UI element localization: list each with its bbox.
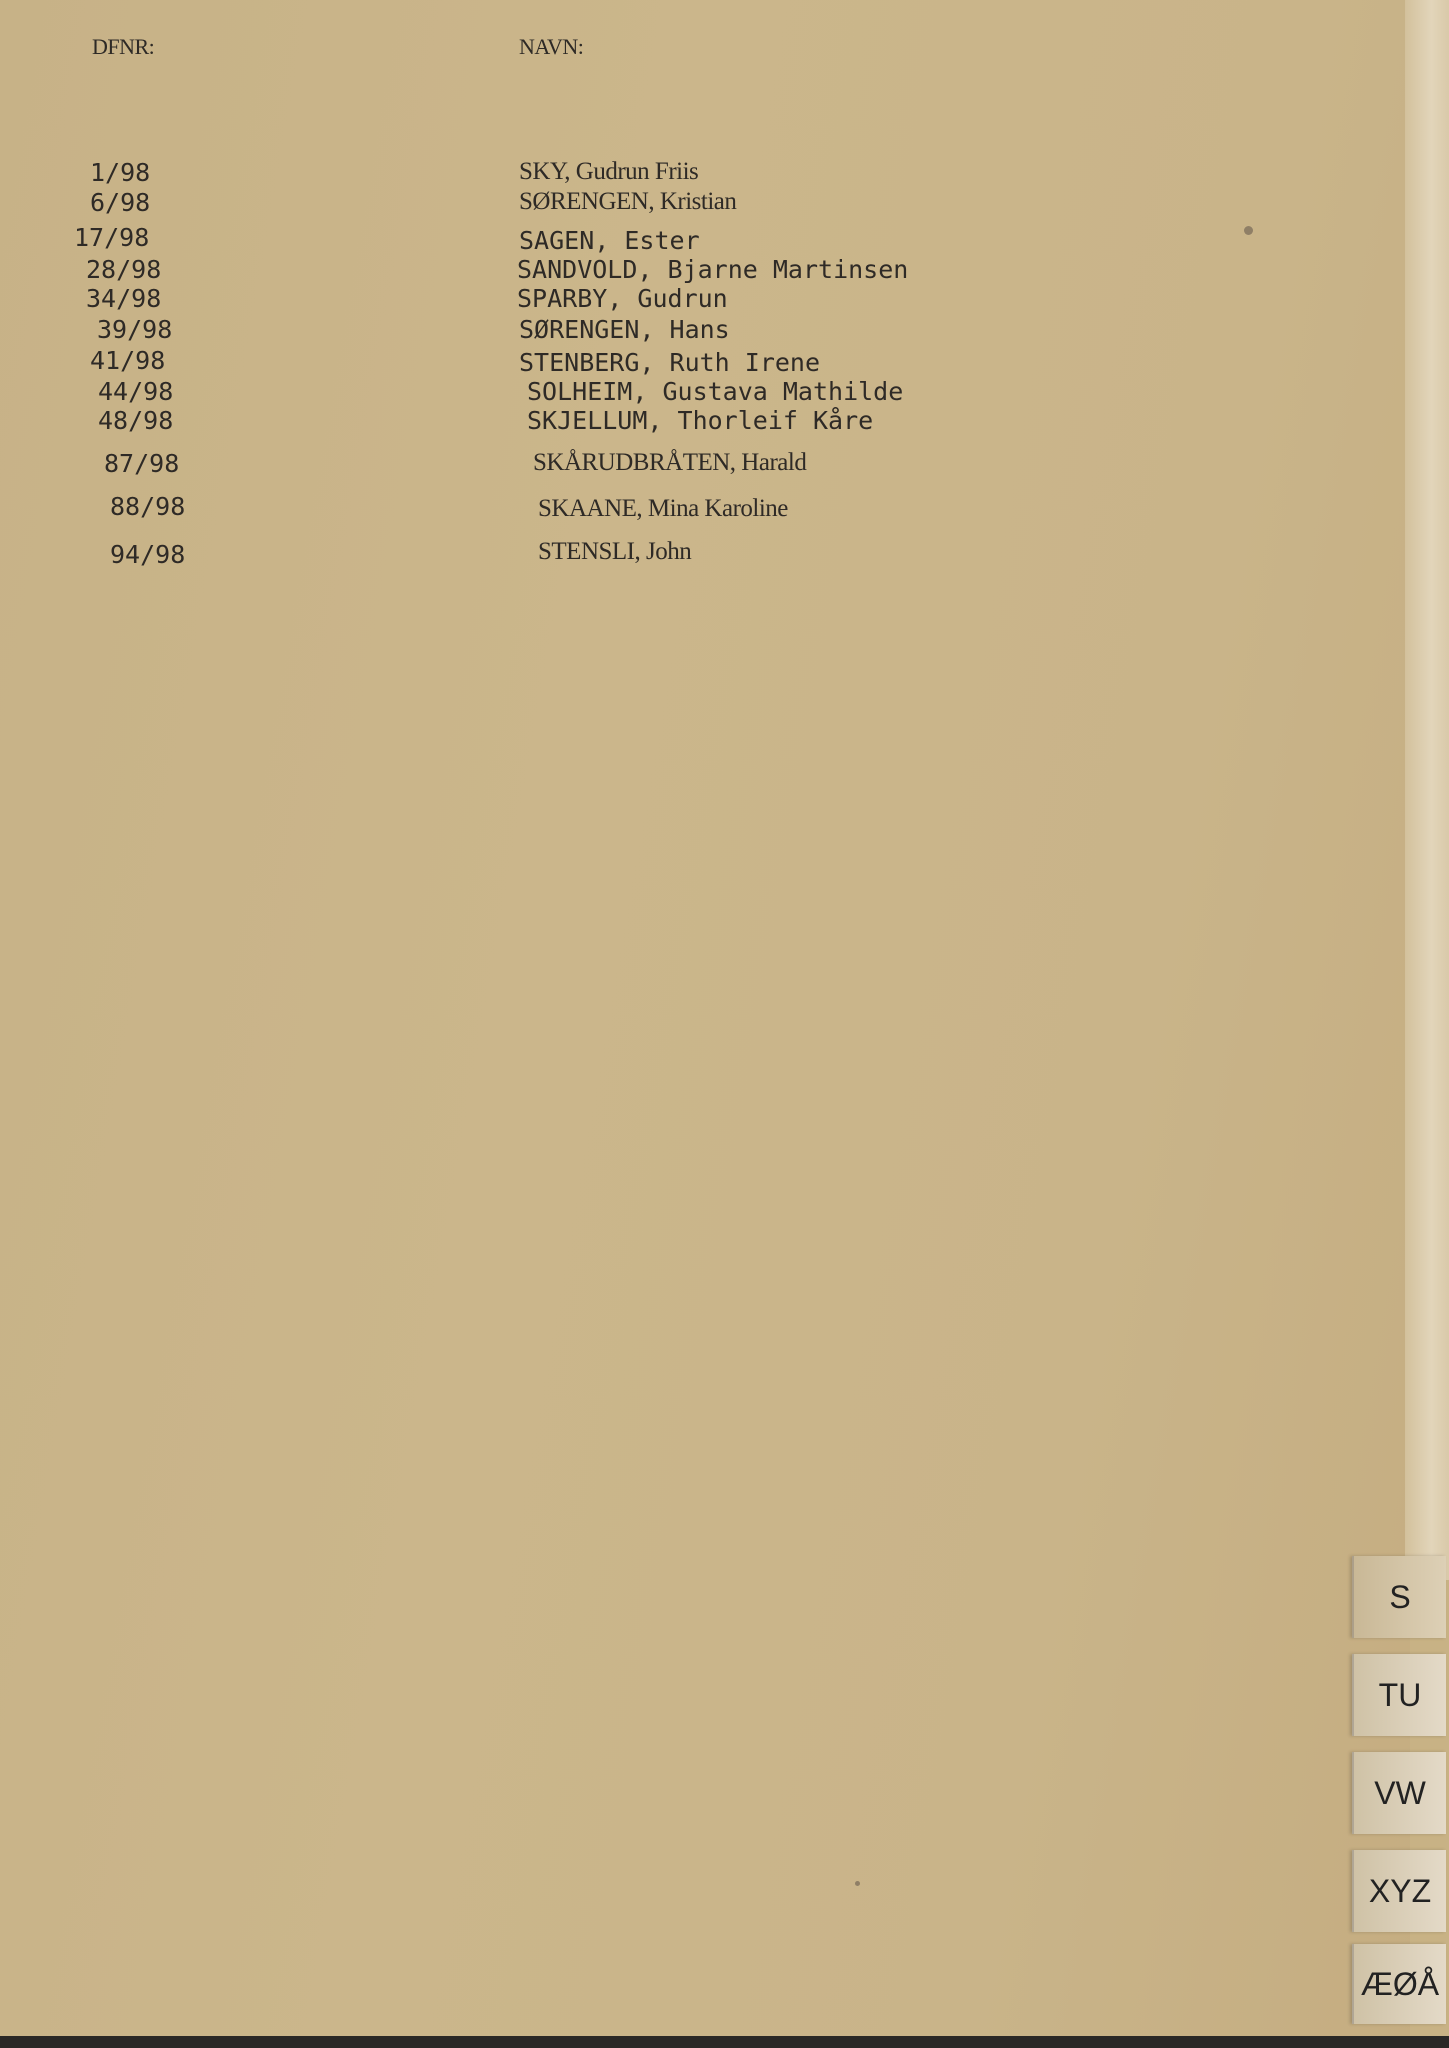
- index-tab-s[interactable]: S: [1352, 1556, 1446, 1638]
- header-navn: NAVN:: [519, 34, 584, 59]
- row-dfnr: 6/98: [90, 188, 151, 217]
- row-navn: SKAANE, Mina Karoline: [538, 495, 788, 522]
- row-dfnr: 28/98: [86, 255, 162, 284]
- row-navn: SAGEN, Ester: [519, 226, 700, 255]
- index-tab-tu[interactable]: TU: [1352, 1654, 1446, 1736]
- row-navn: STENBERG, Ruth Irene: [519, 348, 821, 377]
- row-navn: SØRENGEN, Hans: [519, 315, 730, 344]
- paper-speck: [1244, 226, 1253, 235]
- row-dfnr: 39/98: [97, 315, 173, 344]
- scan-edge: [0, 2036, 1449, 2048]
- row-dfnr: 1/98: [90, 158, 151, 187]
- row-dfnr: 87/98: [104, 449, 180, 478]
- row-navn: SANDVOLD, Bjarne Martinsen: [517, 255, 909, 284]
- row-navn: SOLHEIM, Gustava Mathilde: [527, 377, 904, 406]
- row-navn: SKY, Gudrun Friis: [519, 158, 699, 185]
- index-tab-vw[interactable]: VW: [1352, 1752, 1446, 1834]
- row-dfnr: 34/98: [86, 284, 162, 313]
- row-navn: SPARBY, Gudrun: [517, 284, 728, 313]
- index-tab-aeoa[interactable]: ÆØÅ: [1352, 1944, 1446, 2024]
- row-dfnr: 88/98: [110, 492, 186, 521]
- row-navn: SØRENGEN, Kristian: [519, 188, 737, 215]
- row-dfnr: 44/98: [98, 377, 174, 406]
- header-dfnr: DFNR:: [92, 34, 155, 59]
- row-dfnr: 94/98: [110, 540, 186, 569]
- row-navn: STENSLI, John: [538, 538, 692, 565]
- paper-speck: [855, 1881, 860, 1886]
- row-navn: SKJELLUM, Thorleif Kåre: [527, 406, 874, 435]
- row-dfnr: 17/98: [74, 223, 150, 252]
- row-navn: SKÅRUDBRÅTEN, Harald: [533, 449, 807, 476]
- page-edge: [1405, 0, 1449, 1580]
- row-dfnr: 41/98: [90, 346, 166, 375]
- index-tab-xyz[interactable]: XYZ: [1352, 1850, 1446, 1932]
- row-dfnr: 48/98: [98, 406, 174, 435]
